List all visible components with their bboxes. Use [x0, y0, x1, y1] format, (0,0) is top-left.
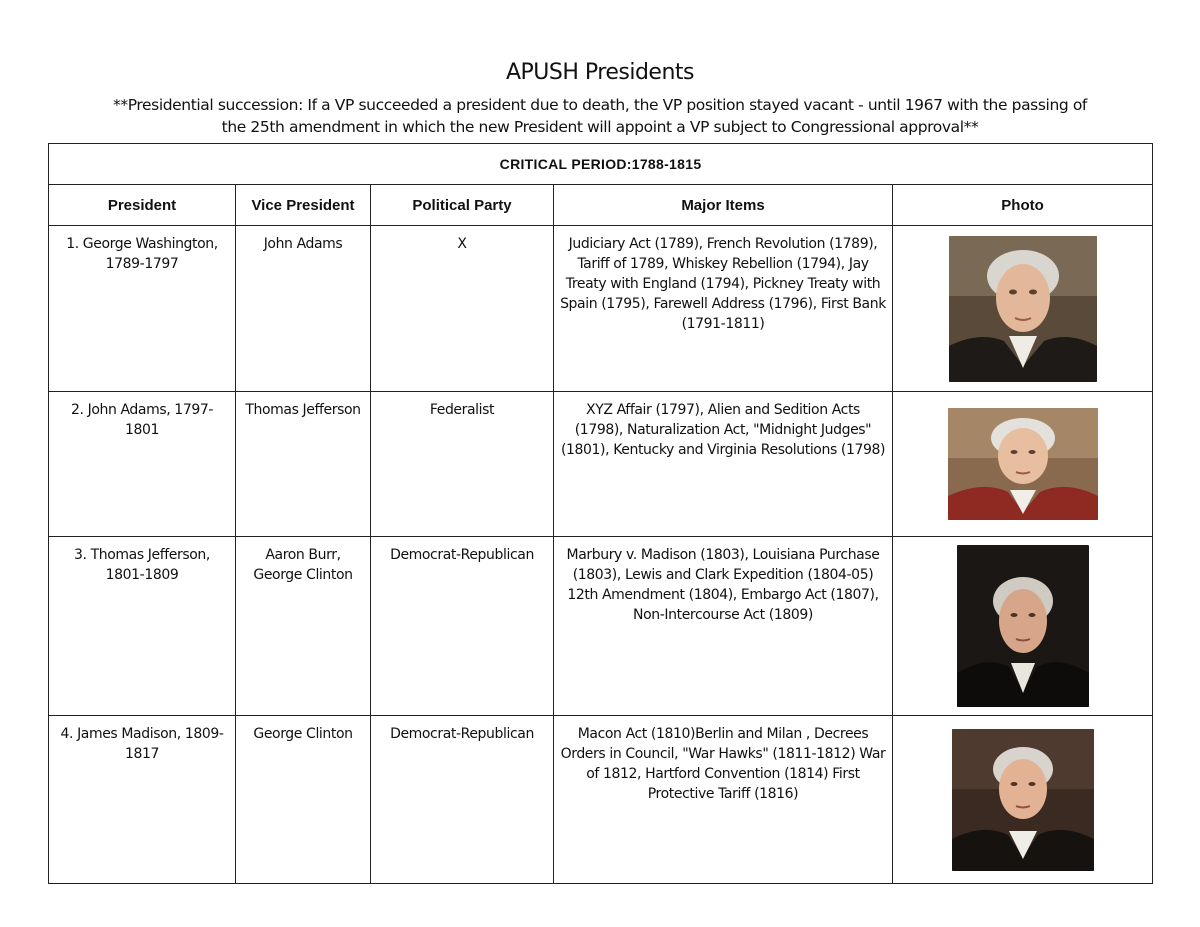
portrait-washington — [949, 236, 1097, 382]
vice-president-cell: Thomas Jefferson — [236, 392, 371, 537]
major-items-cell: Marbury v. Madison (1803), Louisiana Purchase (1803), Lewis and Clark Expedition (1804-05) 12th Amendment (1804), Embargo Act (1807), Non-Intercourse Act (1809) — [554, 537, 893, 716]
major-items-cell: Judiciary Act (1789), French Revolution (1789), Tariff of 1789, Whiskey Rebellion (1794), Jay Treaty with England (1794), Pickney Treaty with Spain (1795), Farewell Address (1796), First Bank (1791-1811) — [554, 226, 893, 392]
president-cell: 4. James Madison, 1809-1817 — [49, 716, 236, 884]
portrait-madison — [952, 729, 1094, 871]
portrait-jefferson — [957, 545, 1089, 707]
presidents-table — [48, 143, 1153, 884]
period-header: CRITICAL PERIOD:1788-1815 — [49, 144, 1153, 185]
portrait-adams — [948, 408, 1098, 520]
president-cell: 2. John Adams, 1797-1801 — [49, 392, 236, 537]
column-header-political-party: Political Party — [371, 185, 554, 226]
party-cell: Federalist — [371, 392, 554, 537]
page-title: APUSH Presidents — [505, 60, 694, 85]
table-row — [49, 226, 1153, 392]
photo-cell — [893, 226, 1153, 392]
party-cell: Democrat-Republican — [371, 716, 554, 884]
column-header-major-items: Major Items — [554, 185, 893, 226]
photo-cell — [893, 537, 1153, 716]
president-cell: 1. George Washington, 1789-1797 — [49, 226, 236, 392]
column-header-president: President — [49, 185, 236, 226]
party-cell: Democrat-Republican — [371, 537, 554, 716]
party-cell: X — [371, 226, 554, 392]
photo-cell — [893, 716, 1153, 884]
table-row — [49, 716, 1153, 884]
major-items-cell: Macon Act (1810)Berlin and Milan , Decrees Orders in Council, "War Hawks" (1811-1812) War of 1812, Hartford Convention (1814) First Protective Tariff (1816) — [554, 716, 893, 884]
vice-president-cell: Aaron Burr, George Clinton — [236, 537, 371, 716]
president-cell: 3. Thomas Jefferson, 1801-1809 — [49, 537, 236, 716]
column-header-vice-president: Vice President — [236, 185, 371, 226]
vice-president-cell: George Clinton — [236, 716, 371, 884]
table-row — [49, 392, 1153, 537]
vice-president-cell: John Adams — [236, 226, 371, 392]
major-items-cell: XYZ Affair (1797), Alien and Sedition Acts (1798), Naturalization Act, "Midnight Judges" (1801), Kentucky and Virginia Resolutions (1798) — [554, 392, 893, 537]
succession-note: **Presidential succession: If a VP succeeded a president due to death, the VP position stayed vacant - until 1967 with the passing of the 25th amendment in which the new President will appoint a VP subject to Congressional approval** — [113, 96, 1087, 136]
column-header-photo: Photo — [893, 185, 1153, 226]
table-row — [49, 537, 1153, 716]
photo-cell — [893, 392, 1153, 537]
